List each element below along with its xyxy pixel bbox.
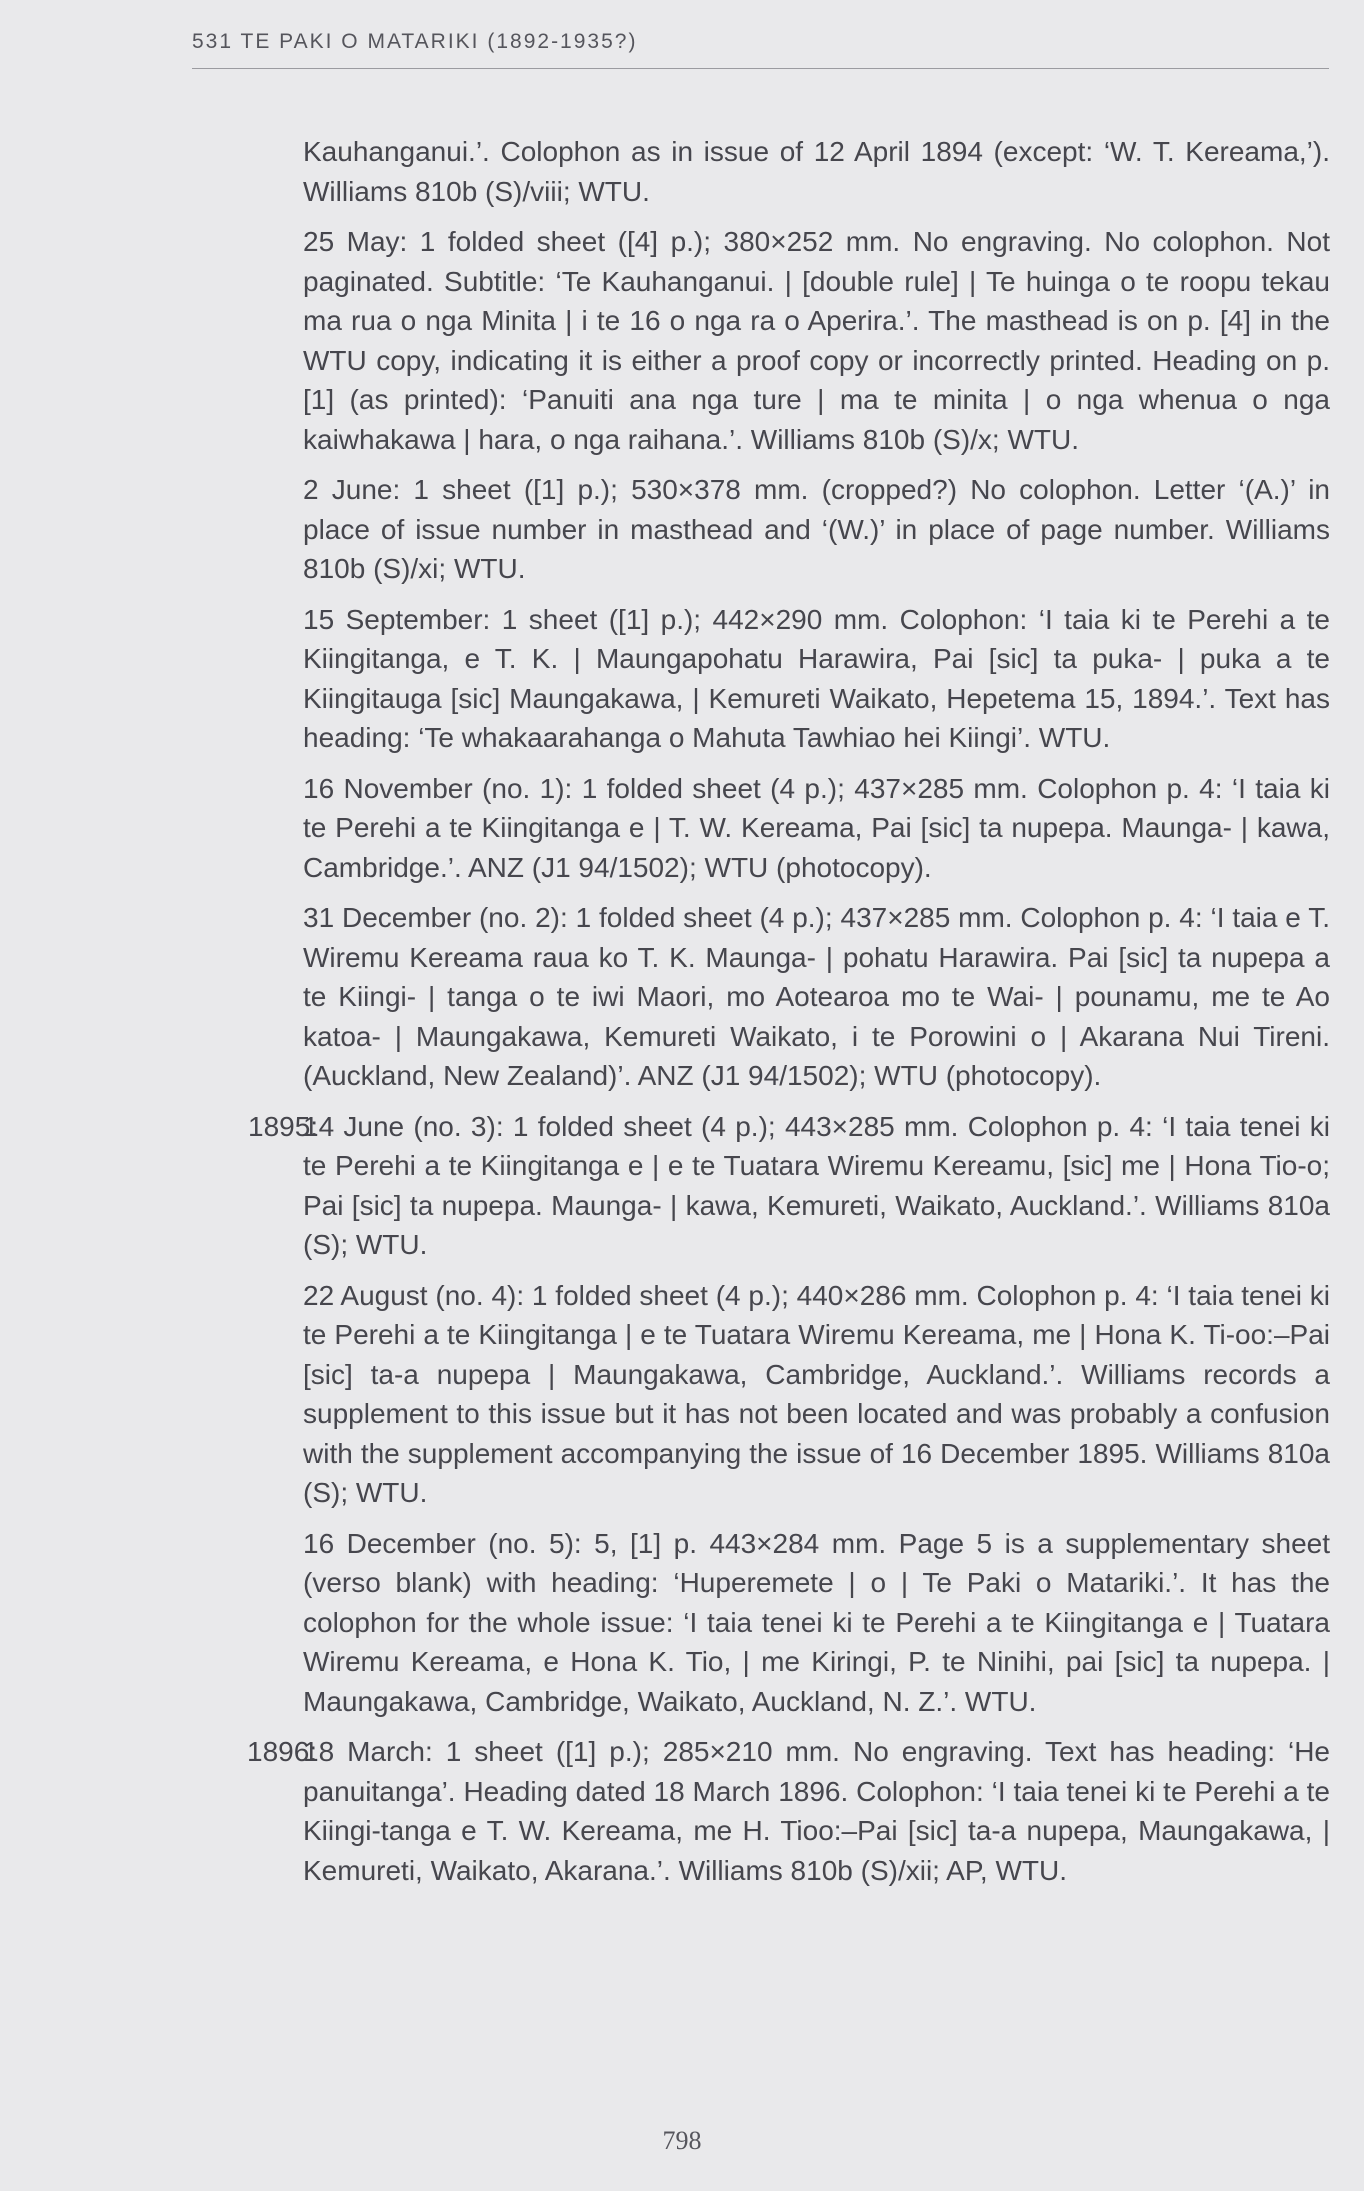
entry-text: 25 May: 1 folded sheet ([4] p.); 380×252 mm. No engraving. No colophon. Not paginated. Subtitle: ‘Te Kauhanganui. | [double rule] | Te huinga o te roopu tekau ma rua o nga Minita | i te 16 o nga ra o Aperira.’. The masthead is on p. [4] in the WTU copy, indicating it is either a proof copy or incorrectly printed. Heading on p. [1] (as printed): ‘Panuiti ana nga ture | ma te minita | o nga whenua o nga kaiwhakawa | hara, o nga raihana.’. Williams 810b (S)/x; WTU. [303, 226, 1330, 455]
entry-text: 15 September: 1 sheet ([1] p.); 442×290 mm. Colophon: ‘I taia ki te Perehi a te Kiingitanga, e T. K. | Maungapohatu Harawira, Pai [sic] ta puka- | puka a te Kiingitauga [sic] Maungakawa, | Kemureti Waikato, Hepetema 15, 1894.’. Text has heading: ‘Te whakaarahanga o Mahuta Tawhiao hei Kiingi’. WTU. [303, 603, 1330, 753]
entry-1895-06-14 [248, 1107, 1330, 1265]
entry-1894-06-02 [303, 470, 1330, 589]
entry-text: 14 June (no. 3): 1 folded sheet (4 p.); 443×285 mm. Colophon p. 4: ‘I taia tenei ki te Perehi a te Kiingitanga e | e te Tuatara Wiremu Kereamu, [sic] me | Hona Tio-o; Pai [sic] ta nupepa. Maunga- | kawa, Kemureti, Waikato, Auckland.’. Williams 810a (S); WTU. [303, 1110, 1330, 1260]
entry-text: Kauhanganui.’. Colophon as in issue of 12 April 1894 (except: ‘W. T. Kereama,’). Williams 810b (S)/viii; WTU. [303, 136, 1330, 207]
entry-text: 16 November (no. 1): 1 folded sheet (4 p.); 437×285 mm. Colophon p. 4: ‘I taia ki te Perehi a te Kiingitanga e | T. W. Kereama, Pai [sic] ta nupepa. Maunga- | kawa, Cambridge.’. ANZ (J1 94/1502); WTU (photocopy). [303, 772, 1330, 883]
header-rule [192, 68, 1329, 69]
entry-continuation [303, 132, 1330, 211]
entry-1895-08-22 [303, 1276, 1330, 1513]
page-number: 798 [662, 2126, 702, 2155]
entry-1894-05-25 [303, 222, 1330, 459]
entry-1896-03-18 [247, 1732, 1330, 1890]
entry-1895-12-16 [303, 1524, 1330, 1722]
entry-text: 22 August (no. 4): 1 folded sheet (4 p.); 440×286 mm. Colophon p. 4: ‘I taia tenei ki te Perehi a te Kiingitanga | e te Tuatara Wiremu Kereama, me | Hona K. Ti-oo:–Pai [sic] ta-a nupepa | Maungakawa, Cambridge, Auckland.’. Williams records a supplement to this issue but it has not been located and was probably a confusion with the supplement accompanying the issue of 16 December 1895. Williams 810a (S); WTU. [303, 1279, 1330, 1508]
bibliography-entries [247, 132, 1330, 1901]
entry-1894-11-16 [303, 769, 1330, 888]
entry-text: 18 March: 1 sheet ([1] p.); 285×210 mm. No engraving. Text has heading: ‘He panuitanga’. Heading dated 18 March 1896. Colophon: ‘I taia tenei ki te Perehi a te Kiingi-tanga e T. W. Kereama, me H. Tioo:–Pai [sic] ta-a nupepa, Maungakawa, | Kemureti, Waikato, Akarana.’. Williams 810b (S)/xii; AP, WTU. [303, 1736, 1330, 1886]
running-head: 531 TE PAKI O MATARIKI (1892-1935?) [192, 30, 638, 53]
entry-1894-12-31 [303, 898, 1330, 1096]
entry-1894-09-15 [303, 600, 1330, 758]
entry-text: 2 June: 1 sheet ([1] p.); 530×378 mm. (cropped?) No colophon. Letter ‘(A.)’ in place of issue number in masthead and ‘(W.)’ in place of page number. Williams 810b (S)/xi; WTU. [303, 474, 1330, 584]
year-label: 1895: [248, 1110, 319, 1142]
year-label: 1896: [247, 1736, 318, 1767]
entry-text: 31 December (no. 2): 1 folded sheet (4 p.); 437×285 mm. Colophon p. 4: ‘I taia e T. Wiremu Kereama raua ko T. K. Maunga- | pohatu Harawira. Pai [sic] ta nupepa a te Kiingi- | tanga o te iwi Maori, mo Aotearoa mo te Wai- | pounamu, me te Ao katoa- | Maungakawa, Kemureti Waikato, i te Porowini o | Akarana Nui Tireni. (Auckland, New Zealand)’. ANZ (J1 94/1502); WTU (photocopy). [303, 902, 1330, 1091]
entry-text: 16 December (no. 5): 5, [1] p. 443×284 mm. Page 5 is a supplementary sheet (verso blank) with heading: ‘Huperemete | o | Te Paki o Matariki.’. It has the colophon for the whole issue: ‘I taia tenei ki te Perehi a te Kiingitanga e | Tuatara Wiremu Kereama, e Hona K. Tio, | me Kiringi, P. te Ninihi, pai [sic] ta nupepa. | Maungakawa, Cambridge, Waikato, Auckland, N. Z.’. WTU. [303, 1527, 1330, 1717]
